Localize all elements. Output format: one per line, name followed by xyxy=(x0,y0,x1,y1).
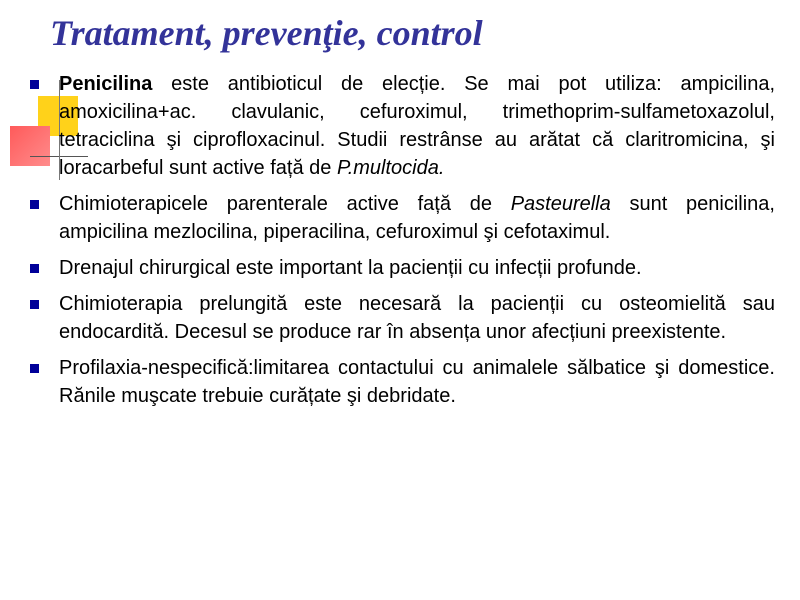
square-bullet-icon xyxy=(30,80,39,89)
bullet-text: Chimioterapia prelungită este necesară la pacienții cu osteomielită sau endocardită. Decesul se produce rar în absența unor afecțiuni preexistente. xyxy=(59,293,775,343)
bullet-item-parenteral-chemotherapy xyxy=(30,190,775,246)
bullet-item-prophylaxis xyxy=(30,354,775,410)
bullet-text: este antibioticul de elecție. Se mai pot utiliza: ampicilina, amoxicilina+ac. clavulanic, cefuroximul, trimethoprim-sulfametoxazolul, tetraciclina şi ciprofloxacinul. Studii restrânse au arătat că claritromicina, şi loracarbeful sunt active față de xyxy=(59,73,775,179)
bullet-text: Profilaxia-nespecifică:limitarea contactului cu animalele sălbatice şi domestice. Rănile muşcate trebuie curățate şi debridate. xyxy=(59,357,775,407)
bullet-italic-species: P.multocida. xyxy=(336,157,445,179)
square-bullet-icon xyxy=(30,300,39,309)
bullet-text: Chimioterapicele parenterale active față de xyxy=(59,193,511,215)
bullet-text: Drenajul chirurgical este important la pacienții cu infecții profunde. xyxy=(59,257,642,279)
slide-title: Tratament, prevenţie, control xyxy=(50,13,483,53)
square-bullet-icon xyxy=(30,264,39,273)
bullet-text: sunt penicilina, ampicilina mezlocilina, piperacilina, cefuroximul şi cefotaximul. xyxy=(59,193,775,243)
square-bullet-icon xyxy=(30,364,39,373)
square-bullet-icon xyxy=(30,200,39,209)
bullet-bold-lead: Penicilina xyxy=(59,73,153,95)
bullet-item-surgical-drainage xyxy=(30,254,775,282)
bullet-item-prolonged-chemotherapy xyxy=(30,290,775,346)
bullet-list xyxy=(30,70,775,418)
bullet-italic-genus: Pasteurella xyxy=(510,193,611,215)
bullet-item-treatment-antibiotics xyxy=(30,70,775,182)
